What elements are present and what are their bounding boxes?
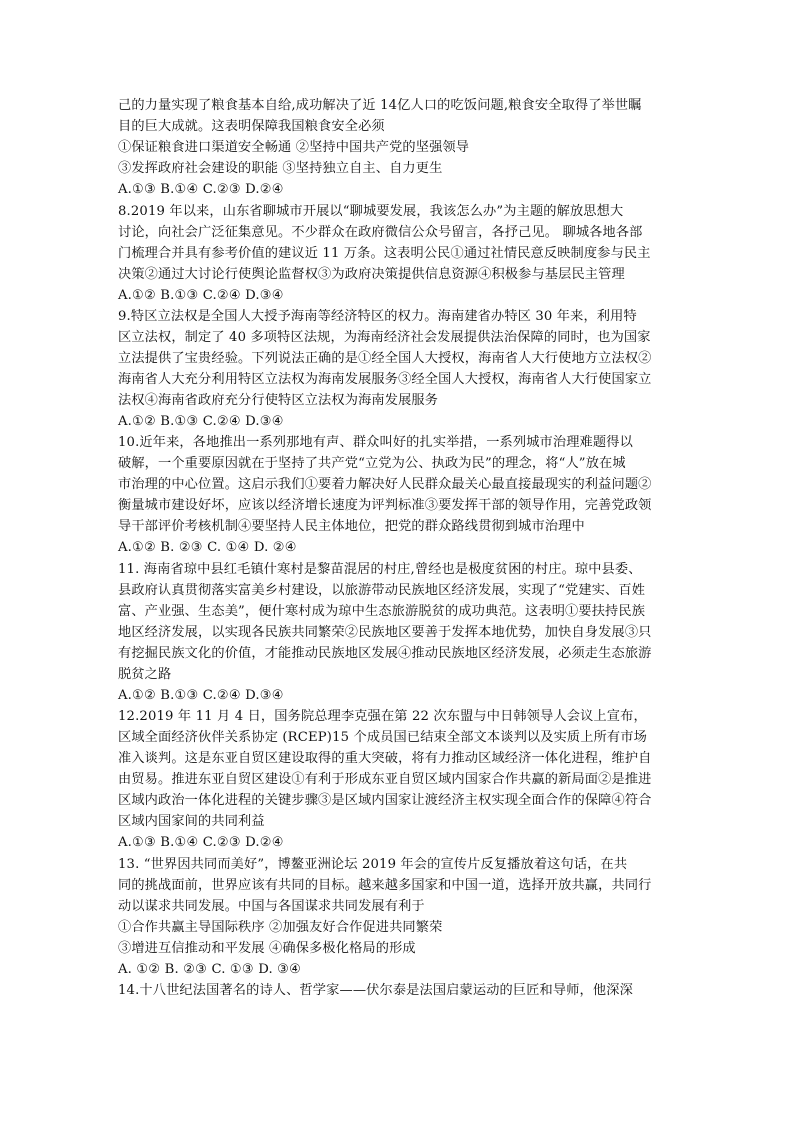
question-12: 12.2019 年 11 月 4 日，国务院总理李克强在第 22 次东盟与中日韩领导人会议上宣布， (118, 709, 647, 724)
question-8: 8.2019 年以来，山东省聊城市开展以“聊城要发展，我该怎么办”为主题的解放思想大 (118, 204, 624, 219)
text-line: 法权④海南省政府充分行使特区立法权为海南发展服务 (118, 393, 439, 408)
text-line: 区域内政治一体化进程的关键步骤③是区域内国家让渡经济主权实现全面合作的保障④符合 (118, 793, 652, 808)
text-line: 富、产业强、生态美”，便什寒村成为琼中生态旅游脱贫的成功典范。这表明①要扶持民族 (118, 604, 646, 619)
text-line: ①合作共赢主导国际秩序 ②加强友好合作促进共同繁荣 (118, 920, 443, 935)
text-line: 县政府认真贯彻落实富美乡村建设，以旅游带动民族地区经济发展，实现了“党建实、百姓 (118, 583, 646, 598)
answer-options: A.①② B.①③ C.②④ D.③④ (118, 414, 284, 429)
answer-options: A.①③ B.①④ C.②③ D.②④ (118, 182, 284, 197)
text-line: 破解，一个重要原因就在于坚持了共产党“立党为公、执政为民”的理念，将“人”放在城 (118, 456, 626, 471)
text-line: 动以谋求共同发展。中国与各国谋求共同发展有利于 (118, 899, 425, 914)
question-14: 14.十八世纪法国著名的诗人、哲学家——伏尔泰是法国启蒙运动的巨匠和导师，他深深 (118, 983, 633, 998)
question-10: 10.近年来，各地推出一系列那地有声、群众叫好的扎实举措，一系列城市治理难题得以 (118, 435, 633, 450)
text-line: 有挖掘民族文化的价值，才能推动民族地区发展④推动民族地区经济发展，必须走生态旅游 (118, 646, 652, 661)
answer-options: A.①③ B.①④ C.②③ D.②④ (118, 835, 284, 850)
text-line: 准入谈判。这是东亚自贸区建设取得的重大突破，将有力推动区域经济一体化进程，维护自 (118, 751, 652, 766)
text-line: 导干部评价考核机制④要坚持人民主体地位，把党的群众路线贯彻到城市治理中 (118, 519, 585, 534)
text-line: 讨论，向社会广泛征集意见。不少群众在政府微信公众号留言，各抒己见。 聊城各地各部 (118, 225, 643, 240)
question-9: 9.特区立法权是全国人大授予海南等经济特区的权力。海南建省办特区 30 年来，利用特 (118, 309, 637, 324)
text-line: 己的力量实现了粮食基本自给,成功解决了近 14亿人口的吃饭问题,粮食安全取得了举世瞩 (118, 98, 642, 113)
text-line: 区域全面经济伙伴关系协定 (RCEP)15 个成员国已结束全部文本谈判以及实质上所有市场 (118, 730, 647, 745)
text-line: 区域内国家间的共同利益 (118, 814, 265, 829)
question-13: 13. “世界因共同而美好”，博鳌亚洲论坛 2019 年会的宣传片反复播放着这句话，在共 (118, 857, 628, 872)
text-line: ③发挥政府社会建设的职能 ③坚持独立自主、自力更生 (118, 161, 443, 176)
text-line: 同的挑战面前，世界应该有共同的目标。越来越多国家和中国一道，选择开放共赢，共同行 (118, 878, 652, 893)
text-line: 目的巨大成就。这表明保障我国粮食安全必须 (118, 119, 385, 134)
question-11: 11. 海南省琼中县红毛镇什寒村是黎苗混居的村庄,曾经也是极度贫困的村庄。琼中县委、 (118, 562, 642, 577)
answer-options: A. ①② B. ②③ C. ①③ D. ③④ (118, 962, 302, 977)
answer-options: A.①② B.①③ C.②④ D.③④ (118, 688, 284, 703)
text-line: 海南省人大充分利用特区立法权为海南发展服务③经全国人大授权，海南省人大行使国家立 (118, 372, 652, 387)
text-line: 市治理的中心位置。这启示我们①要着力解决好人民群众最关心最直接最现实的利益问题② (118, 477, 652, 492)
answer-options: A.①② B. ②③ C. ①④ D. ②④ (118, 540, 297, 555)
text-line: ①保证粮食进口渠道安全畅通 ②坚持中国共产党的坚强领导 (118, 140, 470, 155)
text-line: 脱贫之路 (118, 667, 172, 682)
text-line: 衡量城市建设好坏，应该以经济增长速度为评判标准③要发挥干部的领导作用，完善党政领 (118, 498, 652, 513)
text-line: 由贸易。推进东亚自贸区建设①有利于形成东亚自贸区域内国家合作共赢的新局面②是推进 (118, 772, 652, 787)
text-line: 决策②通过大讨论行使舆论监督权③为政府决策提供信息资源④积极参与基层民主管理 (118, 267, 625, 282)
text-line: 区立法权，制定了 40 多项特区法规，为海南经济社会发展提供法治保障的同时，也为国家 (118, 330, 651, 345)
text-line: 门梳理合并具有参考价值的建议近 11 万条。这表明公民①通过社情民意反映制度参与民主 (118, 246, 651, 261)
answer-options: A.①② B.①③ C.②④ D.③④ (118, 288, 284, 303)
text-line: 立法提供了宝贵经验。下列说法正确的是①经全国人大授权，海南省人大行使地方立法权② (118, 351, 652, 366)
text-line: 地区经济发展，以实现各民族共同繁荣②民族地区要善于发挥本地优势，加快自身发展③只 (118, 625, 652, 640)
text-line: ③增进互信推动和平发展 ④确保多极化格局的形成 (118, 941, 416, 956)
